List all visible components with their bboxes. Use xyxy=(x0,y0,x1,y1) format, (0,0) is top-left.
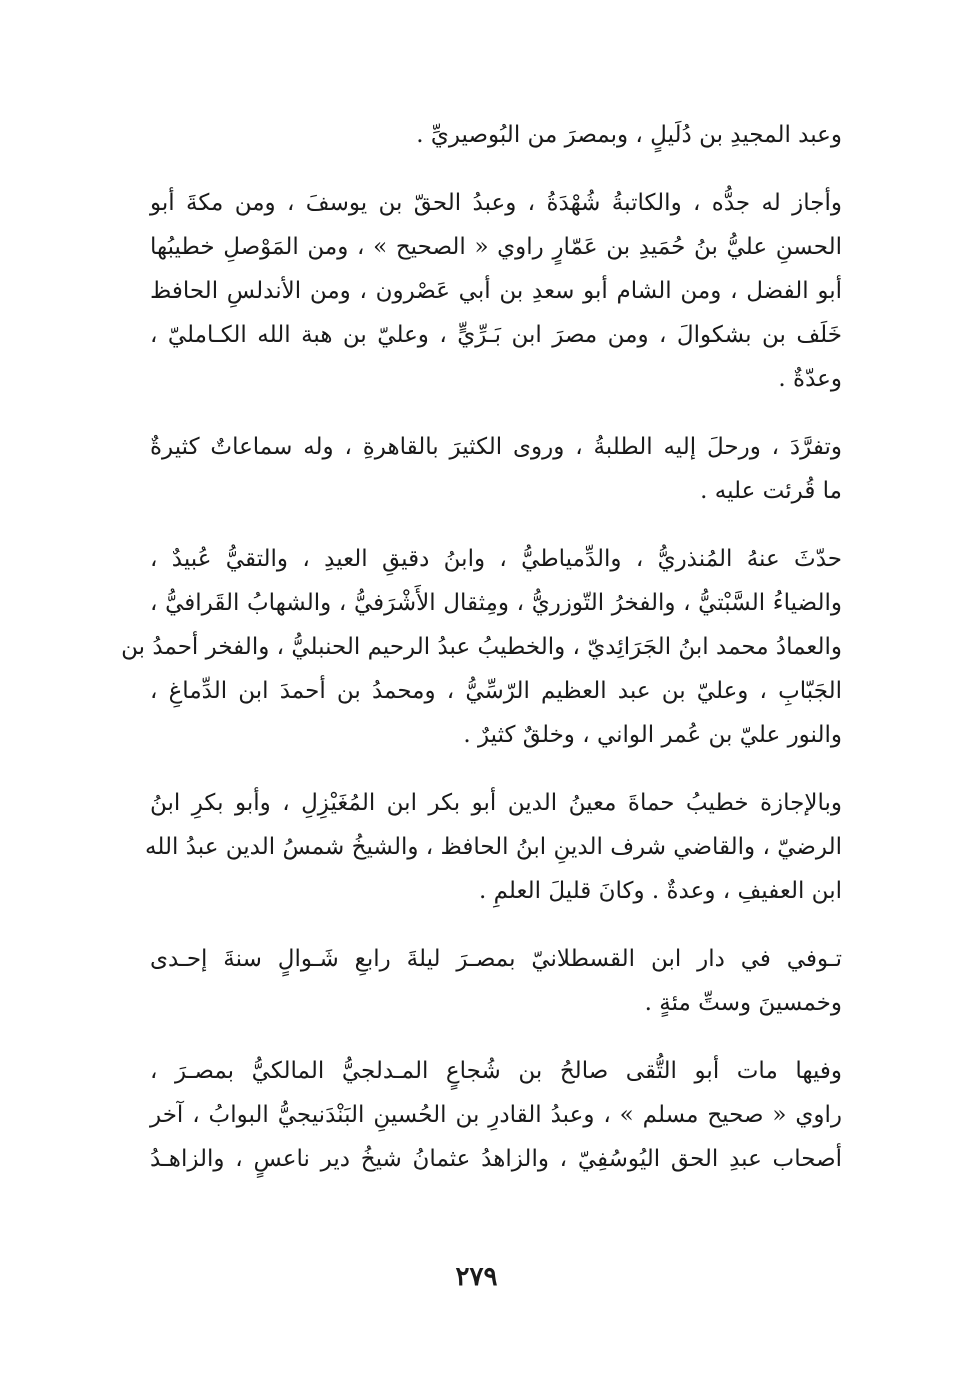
text-line: والعمادُ محمد ابنُ الجَرَائِديّ ، والخطيبُ عبدُ الرحيم الحنبليُّ ، والفخر أحمدُ بن xyxy=(121,634,842,660)
text-line: وخمسينَ وستِّ مئةٍ . xyxy=(644,990,842,1016)
text-line: وعبد المجيدِ بن دُلَيلٍ ، وبمصرَ من البُوصيريِّ . xyxy=(416,122,842,148)
text-line: ابن العفيفِ ، وعدةٌ . وكانَ قليلَ العلمِ . xyxy=(478,878,842,904)
text-line: وعدّةٌ . xyxy=(778,366,842,392)
paragraph-3 xyxy=(150,425,842,513)
text-line: وبالإجازة خطيبُ حماةَ معينُ الدين أبو بكر ابن المُغَيْزِلِ ، وأبو بكرِ ابنُ xyxy=(150,790,842,816)
text-line: والنور عليّ بن عُمر الواني ، وخلقٌ كثيرٌ . xyxy=(463,722,842,748)
text-line: الحسنِ عليُّ بنُ حُمَيدِ بن عَمّارٍ راوي « الصحيح » ، ومن المَوْصلِ خطيبُها xyxy=(150,234,842,260)
text-line: خَلَف بن بشكوالَ ، ومن مصرَ ابن بَـرِّيٍّ ، وعليّ بن هبة الله الكـامليّ ، xyxy=(150,322,842,348)
text-line: راوي « صحيح مسلم » ، وعبدُ القادرِ بن الحُسينِ البَنْدَنيجيُّ البوابُ ، آخر xyxy=(150,1102,842,1128)
text-line: الرضيّ ، والقاضي شرف الدينِ ابنُ الحافظ ، والشيخُ شمسُ الدين عبدُ الله xyxy=(145,834,842,860)
paragraph-2 xyxy=(150,181,842,401)
paragraph-1 xyxy=(150,113,842,157)
text-line: حدّثَ عنهُ المُنذريُّ ، والدِّمياطيُّ ، وابنُ دقيقِ العيدِ ، والتقيُّ عُبيدٌ ، xyxy=(150,546,842,572)
paragraph-7 xyxy=(150,1049,842,1181)
text-line: أصحاب عبدِ الحق اليُوسُفِيّ ، والزاهدُ عثمانُ شيخُ دير ناعسٍ ، والزاهـدُ xyxy=(150,1146,842,1172)
text-line: أبو الفضل ، ومن الشام أبو سعدِ بن أبي عَصْرون ، ومن الأندلسِ الحافظ xyxy=(150,278,842,304)
paragraph-5 xyxy=(145,781,842,913)
text-line: الجَبّابِ ، وعليّ بن عبد العظيم الرّسِّيُّ ، ومحمدُ بن أحمدَ ابن الدِّماغِ ، xyxy=(150,678,842,704)
text-line: تـوفي في دار ابن القسطلانيّ بمصـرَ ليلةَ رابعِ شَـوالٍ سنةَ إحـدى xyxy=(150,946,842,972)
page-number: ٢٧٩ xyxy=(455,1262,498,1292)
text-line: ما قُرئت عليه . xyxy=(700,478,842,504)
text-line: وتفرَّدَ ، ورحلَ إليه الطلبةُ ، وروى الكثيرَ بالقاهرةِ ، وله سماعاتٌ كثيرةٌ xyxy=(150,434,842,460)
body-text xyxy=(121,113,842,1205)
text-line: وأجاز له جدُّه ، والكاتبةُ شُهْدَةُ ، وعبدُ الحقّ بن يوسفَ ، ومن مكةَ أبو xyxy=(150,190,842,216)
paragraph-6 xyxy=(150,937,842,1025)
paragraph-4 xyxy=(121,537,842,757)
text-line: والضياءُ السَّبْتيُّ ، والفخرُ التّوزريُّ ، ومِثقال الأَشْرَفيُّ ، والشهابُ القَرافيُّ ، xyxy=(150,590,842,616)
text-line: وفيها مات أبو التُّقى صالحُ بن شُجاعٍ المـدلجيُّ المالكيُّ بمصـرَ ، xyxy=(150,1058,842,1084)
